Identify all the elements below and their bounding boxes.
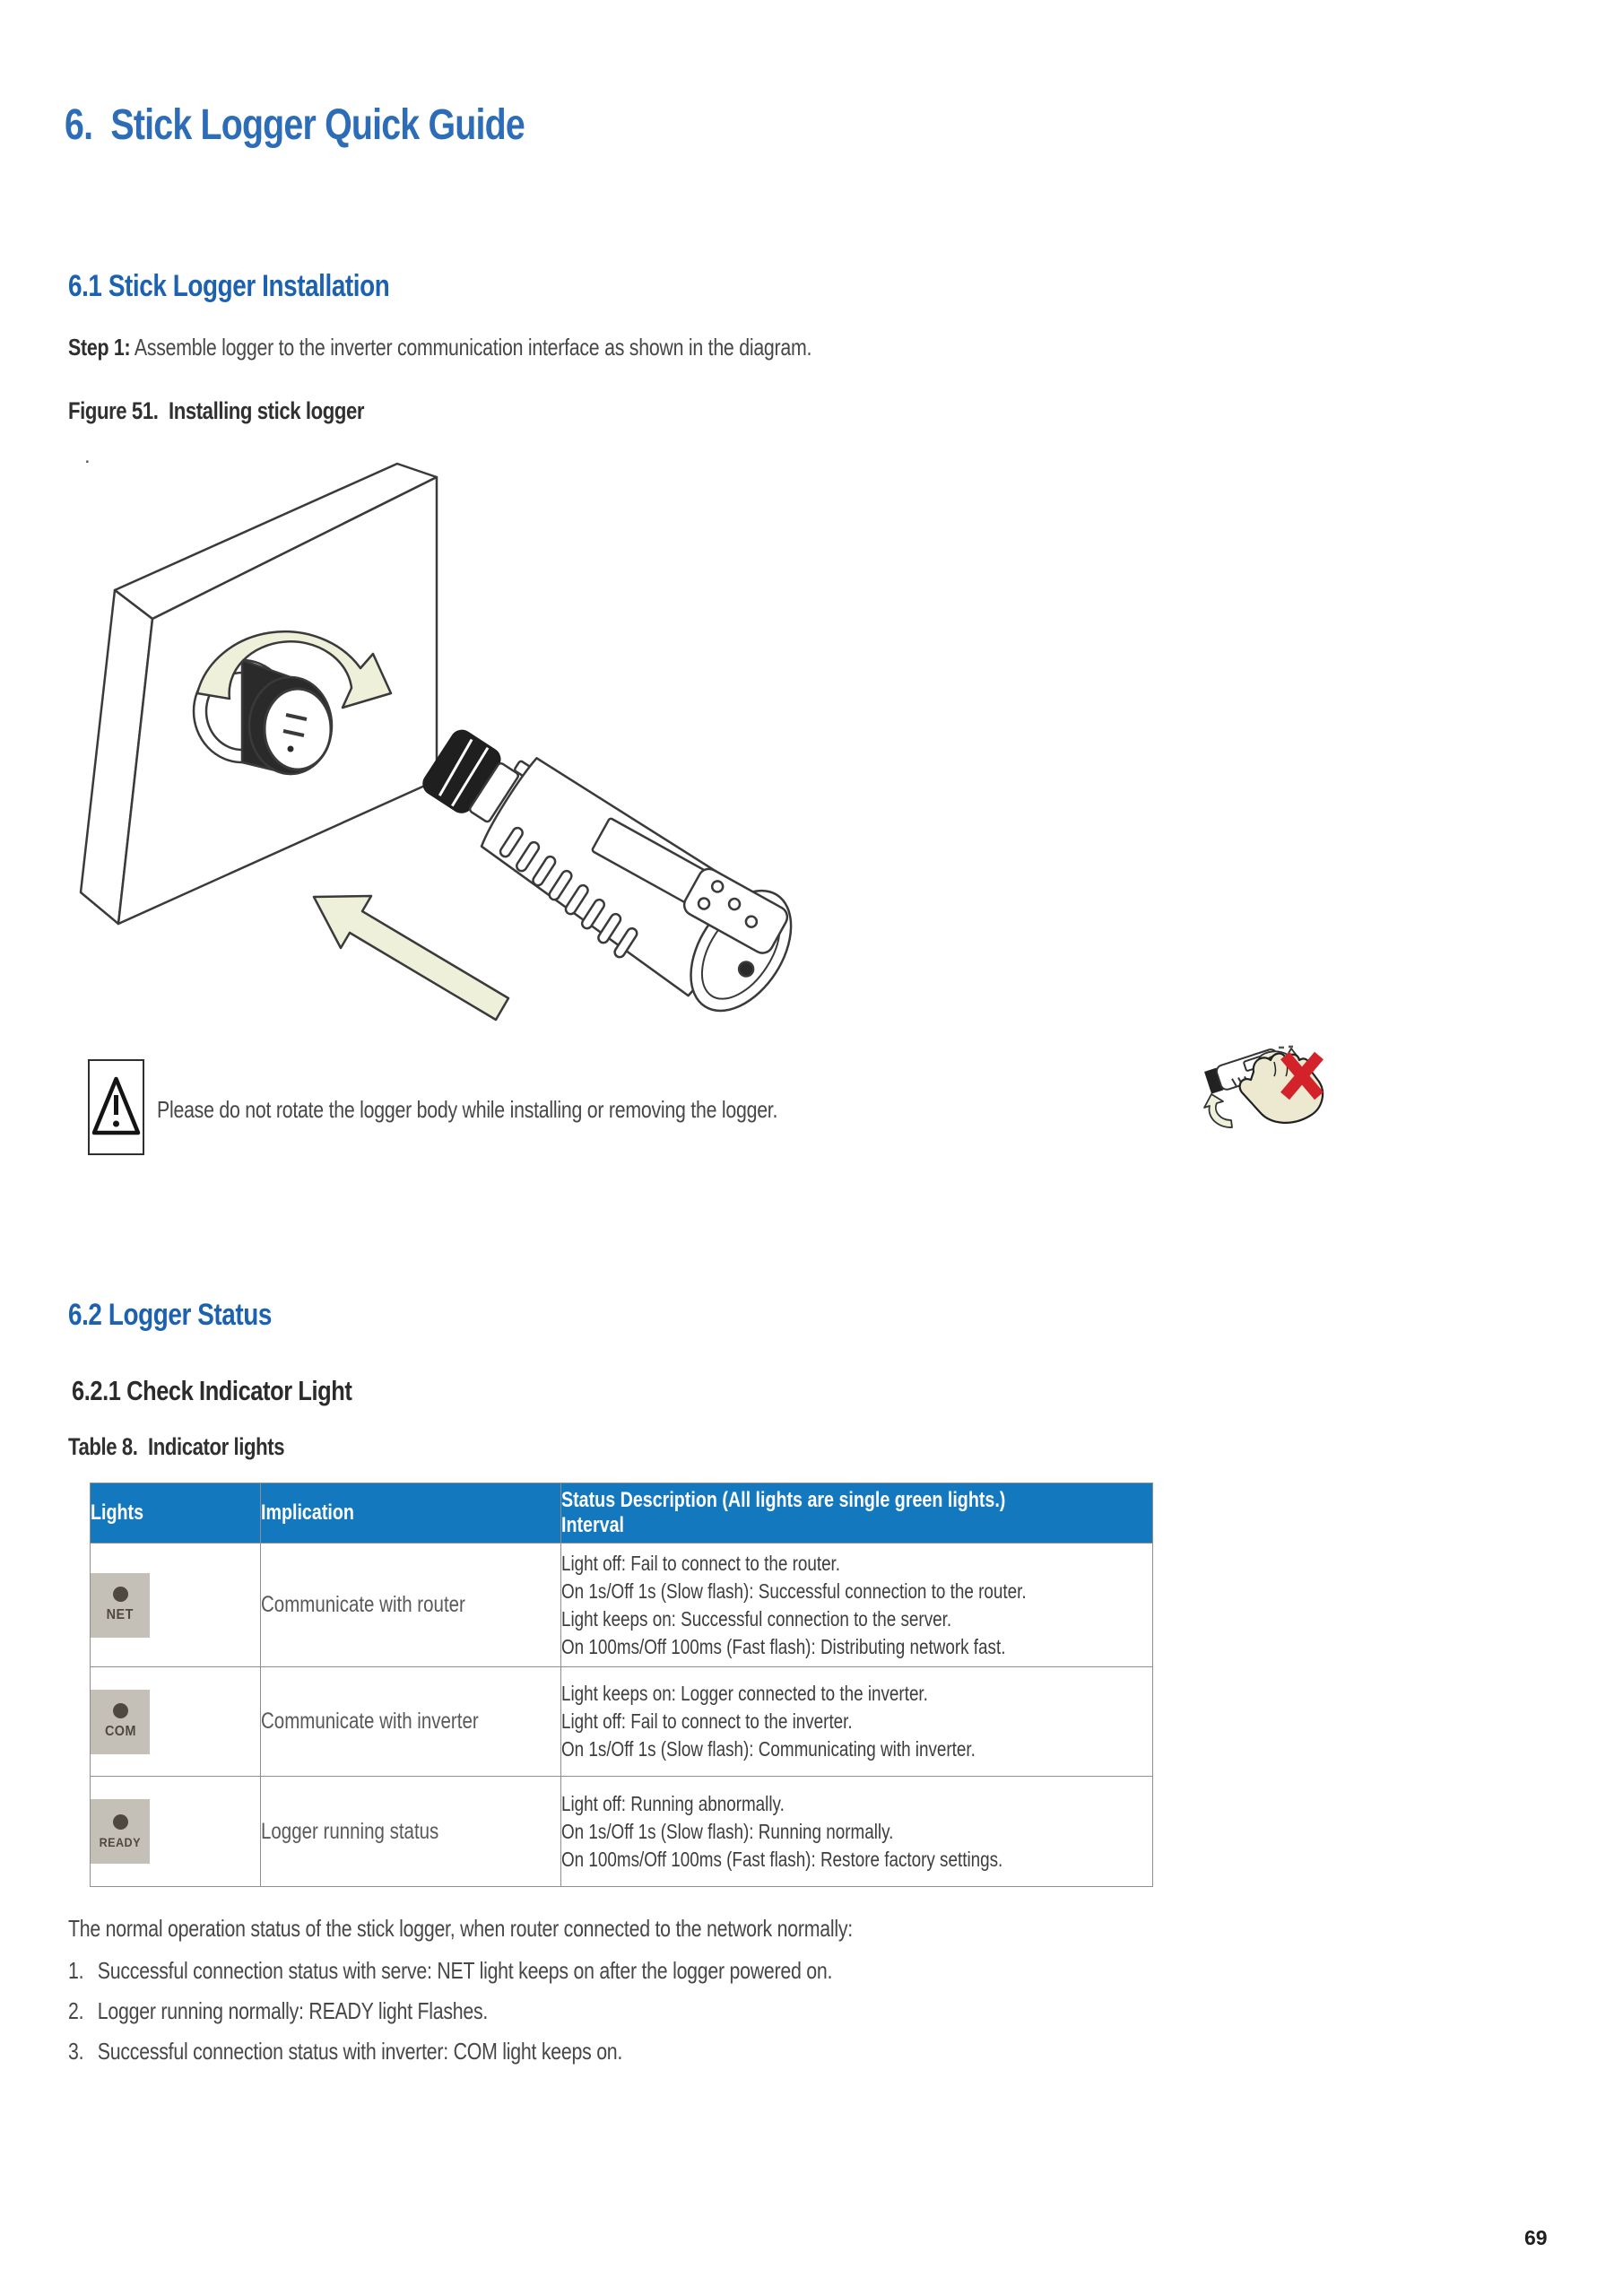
light-cell-com	[91, 1667, 261, 1777]
status-line: Light keeps on: Logger connected to the inverter.	[561, 1682, 928, 1705]
table-caption: Table 8. Indicator lights	[68, 1433, 285, 1460]
led-dot	[113, 1814, 128, 1830]
list-text: Successful connection status with serve: NET light keeps on after the logger powered on.	[97, 1957, 833, 1984]
status-line: On 1s/Off 1s (Slow flash): Successful connection to the router.	[561, 1578, 1027, 1603]
badge-label: READY	[99, 1834, 142, 1849]
status-line: On 1s/Off 1s (Slow flash): Running normally.	[561, 1819, 894, 1843]
list-text: Successful connection status with inverter: COM light keeps on.	[97, 2038, 623, 2065]
table-row-ready	[91, 1777, 1153, 1887]
dash-marks	[1279, 1047, 1293, 1048]
table-header-row	[91, 1483, 1153, 1544]
list-item-1	[68, 1957, 1000, 1985]
status-cell	[561, 1777, 1153, 1887]
warning-triangle-icon	[90, 1061, 143, 1153]
section-heading-6-1: 6.1 Stick Logger Installation	[68, 269, 390, 303]
header-implication: Implication	[261, 1483, 561, 1544]
warning-box	[88, 1059, 144, 1155]
insertion-arrow	[314, 896, 508, 1020]
list-number: 1.	[68, 1957, 84, 1984]
status-line: Light keeps on: Successful connection to the server.	[561, 1606, 952, 1631]
header-lights: Lights	[91, 1483, 261, 1544]
status-line: Light off: Fail to connect to the router.	[561, 1551, 841, 1575]
led-dot	[113, 1587, 128, 1602]
list-item-2	[68, 1997, 580, 2025]
status-line: Light off: Fail to connect to the inverter.	[561, 1709, 853, 1733]
no-rotate-illustration	[1202, 1045, 1327, 1148]
status-line: On 100ms/Off 100ms (Fast flash): Distributing network fast.	[561, 1634, 1006, 1658]
badge-label: NET	[106, 1607, 135, 1622]
implication-cell: Communicate with inverter	[261, 1667, 561, 1777]
stray-dot: .	[84, 444, 91, 468]
installation-diagram	[63, 453, 888, 1054]
warning-text: Please do not rotate the logger body while installing or removing the logger.	[157, 1096, 778, 1123]
implication-cell: Logger running status	[261, 1777, 561, 1887]
light-badge-com	[91, 1690, 150, 1754]
step-1-text	[68, 334, 975, 361]
page-title: 6. Stick Logger Quick Guide	[65, 101, 525, 149]
section-heading-6-2: 6.2 Logger Status	[68, 1298, 272, 1332]
figure-caption: Figure 51. Installing stick logger	[68, 397, 365, 424]
step-1-body: Assemble logger to the inverter communication interface as shown in the diagram.	[130, 334, 812, 361]
badge-label: COM	[104, 1724, 136, 1739]
led-dot	[113, 1703, 128, 1718]
header-status-description: Status Description (All lights are single green lights.) Interval	[561, 1483, 1153, 1544]
implication-cell: Communicate with router	[261, 1544, 561, 1667]
status-cell	[561, 1667, 1153, 1777]
rotate-arrow-bottom-icon	[1204, 1094, 1232, 1127]
table-row-net	[91, 1544, 1153, 1667]
list-number: 3.	[68, 2038, 84, 2065]
page-number: 69	[1524, 2226, 1548, 2249]
list-text: Logger running normally: READY light Flashes.	[97, 1997, 489, 2024]
status-line: On 100ms/Off 100ms (Fast flash): Restore factory settings.	[561, 1847, 1003, 1871]
table-row-com	[91, 1667, 1153, 1777]
list-item-3	[68, 2038, 744, 2066]
step-1-label: Step 1:	[68, 334, 131, 361]
status-line: Light off: Running abnormally.	[561, 1791, 785, 1815]
light-cell-net	[91, 1544, 261, 1667]
light-badge-ready	[91, 1799, 150, 1864]
indicator-lights-table	[90, 1483, 1153, 1887]
status-cell	[561, 1544, 1153, 1667]
light-cell-ready	[91, 1777, 261, 1887]
status-line: On 1s/Off 1s (Slow flash): Communicating with inverter.	[561, 1737, 976, 1761]
subsection-heading-6-2-1: 6.2.1 Check Indicator Light	[72, 1375, 352, 1406]
list-number: 2.	[68, 1997, 84, 2024]
light-badge-net	[91, 1573, 150, 1638]
intro-paragraph: The normal operation status of the stick logger, when router connected to the network normally:	[68, 1915, 853, 1942]
